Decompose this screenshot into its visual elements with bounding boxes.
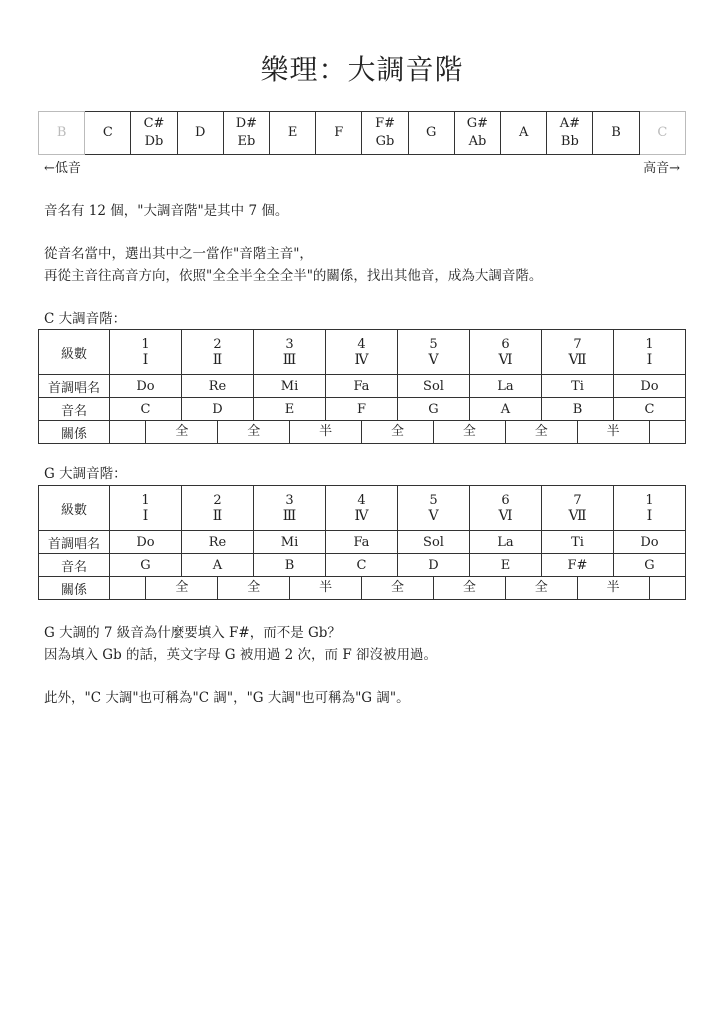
degree-number: 6: [501, 336, 510, 352]
interval-step: 半: [290, 577, 362, 599]
degree-number: 2: [213, 492, 222, 508]
degree-cell: [254, 330, 326, 375]
key-naming-note: 此外，"C 大調"也可稱為"C 調"，"G 大調"也可稱為"G 調"。: [44, 690, 410, 706]
solfege-cell: Do: [614, 375, 686, 398]
degree-cell: [182, 330, 254, 375]
degree-cell: [614, 330, 686, 375]
degree-number: 1: [645, 336, 654, 352]
degree-cell: [110, 330, 182, 375]
relation-spacer: [650, 577, 685, 599]
degree-roman: Ⅴ: [428, 351, 439, 368]
solfege-cell: Sol: [398, 375, 470, 398]
note-name: A: [518, 125, 529, 140]
degree-number: 1: [645, 492, 654, 508]
solfege-cell: Do: [110, 531, 182, 554]
note-name-cell: C: [614, 398, 686, 421]
degree-number: 6: [501, 492, 510, 508]
degree-roman: Ⅰ: [646, 507, 653, 524]
degree-roman: Ⅵ: [498, 351, 513, 368]
note-name: E: [287, 125, 298, 140]
solfege-cell: Ti: [542, 531, 614, 554]
note-enharmonic: Db: [144, 134, 164, 149]
relation-cell: [110, 577, 686, 600]
row-label: 關係: [39, 577, 110, 600]
degree-number: 5: [429, 336, 438, 352]
interval-step: 全: [218, 577, 290, 599]
note-name-cell: A: [182, 554, 254, 577]
row-label: 首調唱名: [39, 531, 110, 554]
note-name-cell: E: [254, 398, 326, 421]
degree-number: 4: [357, 336, 366, 352]
degree-roman: Ⅴ: [428, 507, 439, 524]
g-major-heading: G 大調音階：: [44, 466, 127, 482]
degree-number: 3: [285, 492, 294, 508]
high-pitch-label: 高音→: [643, 161, 680, 176]
note-cell: [131, 112, 177, 155]
degree-cell: [254, 486, 326, 531]
solfege-cell: Fa: [326, 531, 398, 554]
degree-roman: Ⅰ: [142, 507, 149, 524]
note-name-cell: G: [398, 398, 470, 421]
note-cell: [85, 112, 131, 155]
note-name: D: [194, 125, 206, 140]
c-major-table: [38, 329, 686, 444]
interval-step: 半: [578, 577, 650, 599]
degree-number: 7: [573, 492, 582, 508]
note-name-cell: D: [398, 554, 470, 577]
row-label: 音名: [39, 398, 110, 421]
g-major-table: [38, 485, 686, 600]
note-name: C#: [143, 116, 165, 131]
degree-cell: [470, 330, 542, 375]
degree-number: 2: [213, 336, 222, 352]
note-name-cell: C: [326, 554, 398, 577]
note-name-cell: B: [254, 554, 326, 577]
interval-step: 全: [434, 421, 506, 443]
degree-cell: [398, 330, 470, 375]
relation-spacer: [650, 421, 685, 443]
note-name-cell: F#: [542, 554, 614, 577]
note-name: D#: [235, 116, 258, 131]
degree-roman: Ⅱ: [212, 507, 223, 524]
degree-cell: [326, 486, 398, 531]
c-major-heading: C 大調音階：: [44, 311, 127, 327]
relation-cell: [110, 421, 686, 444]
note-name-cell: D: [182, 398, 254, 421]
degree-roman: Ⅰ: [646, 351, 653, 368]
note-name: B: [56, 125, 67, 140]
note-name-cell: A: [470, 398, 542, 421]
interval-step: 全: [146, 421, 218, 443]
solfege-cell: Re: [182, 531, 254, 554]
solfege-cell: Fa: [326, 375, 398, 398]
degree-number: 7: [573, 336, 582, 352]
degree-cell: [542, 330, 614, 375]
degree-roman: Ⅲ: [282, 351, 297, 368]
note-enharmonic: Bb: [560, 134, 579, 149]
degree-roman: Ⅶ: [568, 507, 587, 524]
note-name-cell: G: [110, 554, 182, 577]
note-name-cell: F: [326, 398, 398, 421]
degree-number: 5: [429, 492, 438, 508]
interval-step: 全: [506, 421, 578, 443]
note-cell: [177, 112, 223, 155]
row-label: 首調唱名: [39, 375, 110, 398]
degree-cell: [614, 486, 686, 531]
degree-roman: Ⅲ: [282, 507, 297, 524]
solfege-cell: La: [470, 531, 542, 554]
interval-step: 全: [362, 577, 434, 599]
f-sharp-question: G 大調的 7 級音為什麼要填入 F#，而不是 Gb？: [44, 625, 341, 641]
low-pitch-label: ←低音: [44, 161, 81, 176]
note-name: A#: [559, 116, 580, 131]
relation-spacer: [110, 421, 146, 443]
rule-paragraph-line1: 從音名當中，選出其中之一當作"音階主音"，: [44, 246, 313, 262]
note-cell: [362, 112, 408, 155]
interval-step: 全: [218, 421, 290, 443]
note-name: B: [611, 125, 621, 140]
solfege-cell: Sol: [398, 531, 470, 554]
interval-step: 半: [578, 421, 650, 443]
degree-cell: [326, 330, 398, 375]
chromatic-notes-table: [38, 111, 686, 155]
note-cell: [39, 112, 85, 155]
interval-step: 全: [362, 421, 434, 443]
note-cell: [547, 112, 593, 155]
note-cell: [408, 112, 454, 155]
rule-paragraph-line2: 再從主音往高音方向，依照"全全半全全全半"的關係，找出其他音，成為大調音階。: [44, 268, 543, 284]
row-label: 關係: [39, 421, 110, 444]
solfege-cell: Re: [182, 375, 254, 398]
row-label: 級數: [39, 330, 110, 375]
degree-cell: [110, 486, 182, 531]
note-cell: [223, 112, 269, 155]
row-label: 級數: [39, 486, 110, 531]
solfege-cell: Mi: [254, 375, 326, 398]
note-name: F: [334, 125, 344, 140]
page-title: 樂理：大調音階: [260, 53, 464, 86]
note-name: F#: [375, 116, 395, 131]
solfege-cell: La: [470, 375, 542, 398]
solfege-cell: Do: [614, 531, 686, 554]
interval-step: 全: [506, 577, 578, 599]
degree-cell: [182, 486, 254, 531]
solfege-cell: Do: [110, 375, 182, 398]
interval-step: 半: [290, 421, 362, 443]
note-cell: [593, 112, 639, 155]
degree-roman: Ⅳ: [354, 507, 369, 524]
note-cell: [316, 112, 362, 155]
note-name-cell: C: [110, 398, 182, 421]
interval-step: 全: [434, 577, 506, 599]
note-cell: [501, 112, 547, 155]
note-name-cell: G: [614, 554, 686, 577]
degree-roman: Ⅳ: [354, 351, 369, 368]
note-name: G: [426, 125, 437, 140]
note-enharmonic: Ab: [468, 134, 487, 149]
degree-number: 4: [357, 492, 366, 508]
note-enharmonic: Gb: [375, 134, 395, 149]
degree-cell: [470, 486, 542, 531]
note-name: C: [102, 125, 113, 140]
degree-roman: Ⅰ: [142, 351, 149, 368]
note-name-cell: B: [542, 398, 614, 421]
note-enharmonic: Eb: [237, 134, 256, 149]
relation-spacer: [110, 577, 146, 599]
note-name: C: [657, 125, 668, 140]
solfege-cell: Ti: [542, 375, 614, 398]
note-cell: [454, 112, 500, 155]
solfege-cell: Mi: [254, 531, 326, 554]
degree-roman: Ⅶ: [568, 351, 587, 368]
degree-number: 3: [285, 336, 294, 352]
note-name-cell: E: [470, 554, 542, 577]
intro-paragraph: 音名有 12 個，"大調音階"是其中 7 個。: [44, 203, 289, 219]
row-label: 音名: [39, 554, 110, 577]
degree-number: 1: [141, 336, 150, 352]
note-cell: [639, 112, 685, 155]
degree-cell: [542, 486, 614, 531]
note-name: G#: [466, 116, 489, 131]
interval-step: 全: [146, 577, 218, 599]
degree-roman: Ⅱ: [212, 351, 223, 368]
note-cell: [270, 112, 316, 155]
degree-cell: [398, 486, 470, 531]
degree-roman: Ⅵ: [498, 507, 513, 524]
f-sharp-explanation: 因為填入 Gb 的話，英文字母 G 被用過 2 次，而 F 卻沒被用過。: [44, 647, 437, 663]
degree-number: 1: [141, 492, 150, 508]
